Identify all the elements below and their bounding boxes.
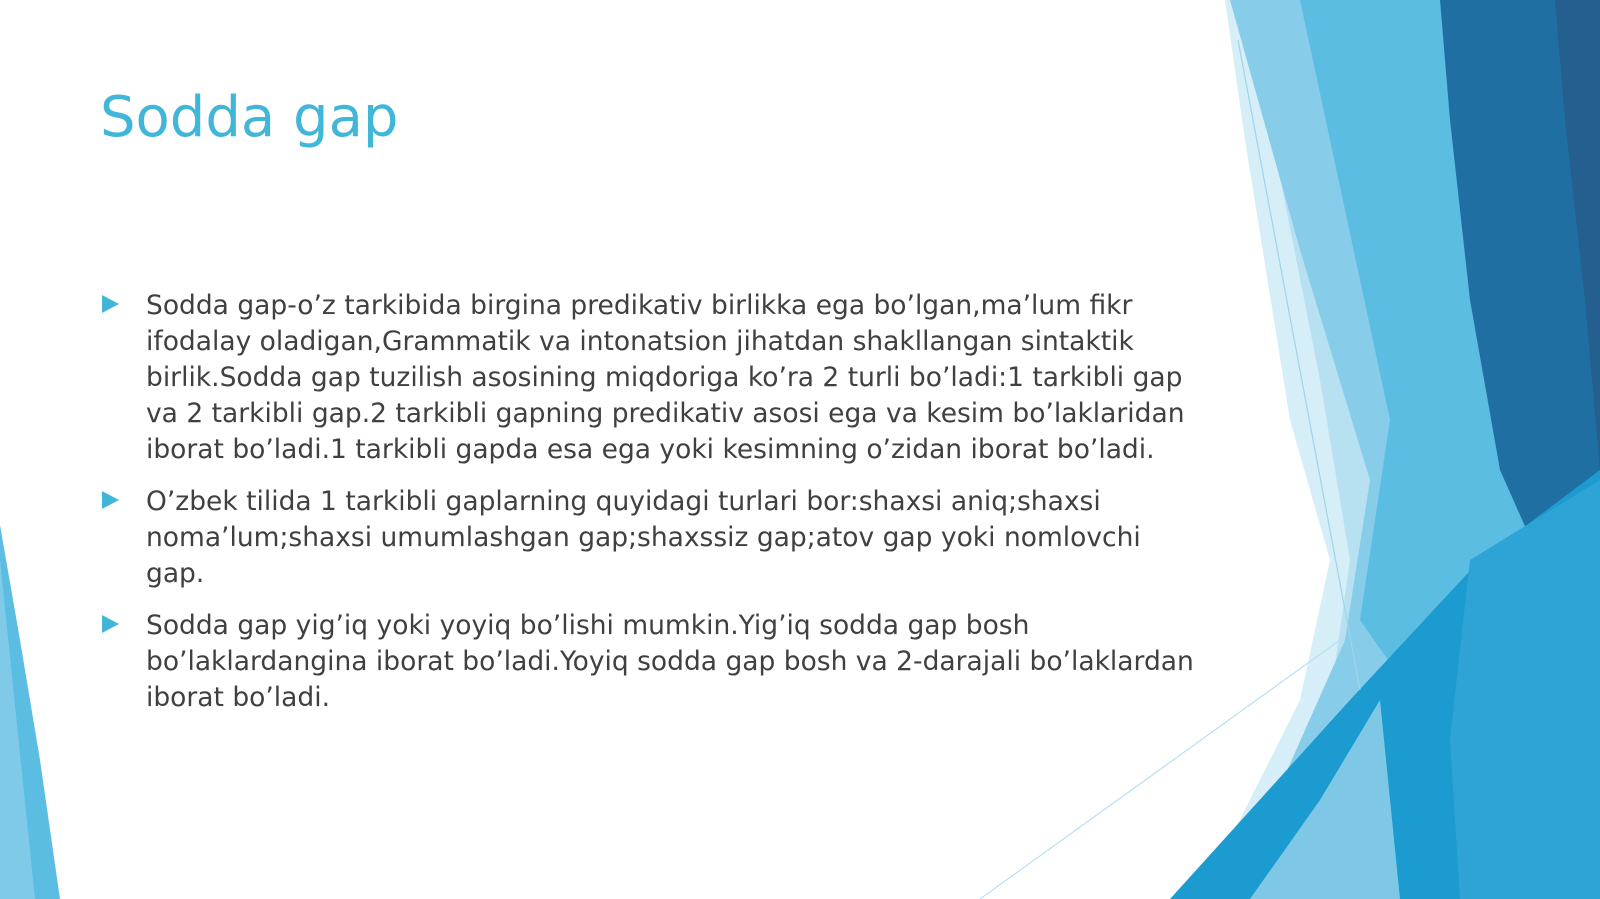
- bullet-item: [100, 608, 1200, 716]
- slide-title: Sodda gap: [100, 85, 399, 150]
- bullet-item: [100, 484, 1200, 592]
- triangle-bullet-icon: [102, 491, 119, 509]
- bullet-item: [100, 288, 1200, 468]
- triangle-bullet-icon: [102, 295, 119, 313]
- triangle-bullet-icon: [102, 615, 119, 633]
- bullet-list: [100, 288, 1200, 732]
- bullet-text: O’zbek tilida 1 tarkibli gaplarning quyidagi turlari bor:shaxsi aniq;shaxsi noma’lum;shaxsi umumlashgan gap;shaxssiz gap;atov gap yoki nomlovchi gap.: [146, 486, 1141, 589]
- bullet-text: Sodda gap yig’iq yoki yoyiq bo’lishi mumkin.Yig’iq sodda gap bosh bo’laklardangina iborat bo’ladi.Yoyiq sodda gap bosh va 2-darajali bo’laklardan iborat bo’ladi.: [146, 610, 1194, 713]
- bullet-text: Sodda gap-o’z tarkibida birgina predikativ birlikka ega bo’lgan,ma’lum fikr ifodalay oladigan,Grammatik va intonatsion jihatdan shakllangan sintaktik birlik.Sodda gap tuzilish asosining miqdoriga ko’ra 2 turli bo’ladi:1 tarkibli gap va 2 tarkibli gap.2 tarkibli gapning predikativ asosi ega va kesim bo’laklaridan iborat bo’ladi.1 tarkibli gapda esa ega yoki kesimning o’zidan iborat bo’ladi.: [146, 290, 1185, 465]
